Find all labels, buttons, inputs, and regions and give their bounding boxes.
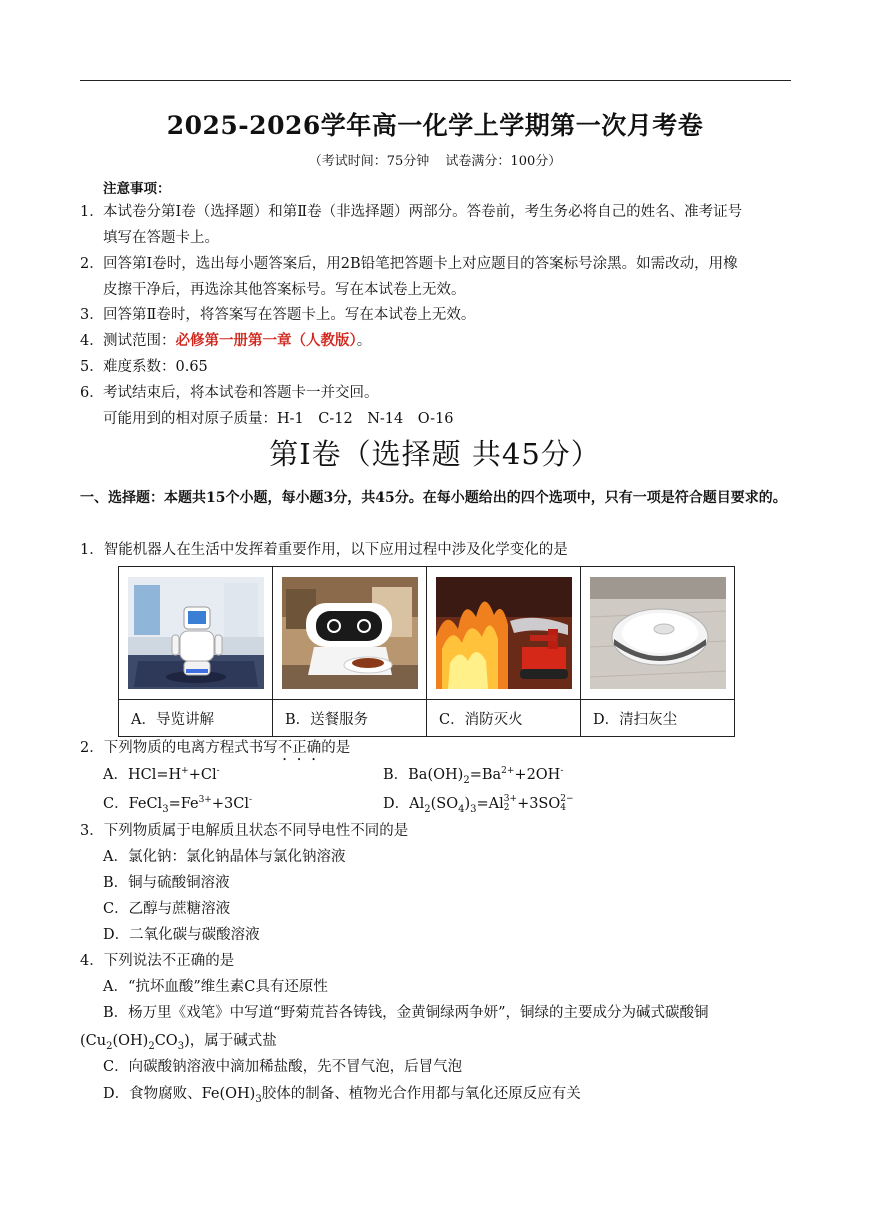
q4-option-a: A．“抗坏血酸”维生素C具有还原性 — [103, 979, 328, 995]
q3-option-b: B．铜与硫酸铜溶液 — [103, 875, 230, 891]
q1-image-c — [427, 567, 581, 700]
q2-option-d: D．$Al_2(SO_4)_3=Al3+$ 2 +3SO2− 4 — [383, 794, 574, 815]
test-scope: 必修第一册第一章（人教版） — [175, 332, 357, 349]
notice-item-1: 1．本试卷分第Ⅰ卷（选择题）和第Ⅱ卷（非选择题）两部分。答卷前，考生务必将自己的姓名、准考证号 — [80, 204, 743, 220]
q1-image-d — [581, 567, 735, 700]
q1-stem: 1．智能机器人在生活中发挥着重要作用，以下应用过程中涉及化学变化的是 — [80, 542, 568, 558]
q3-stem: 3．下列物质属于电解质且状态不同导电性不同的是 — [80, 823, 409, 839]
notice-item-2-cont: 皮擦干净后，再选涂其他答案标号。写在本试卷上无效。 — [103, 282, 466, 298]
part1-instructions: 一、选择题：本题共15个小题，每小题3分，共45分。在每小题给出的四个选项中，只有一项是符合题目要求的。 — [80, 490, 787, 506]
notice-item-4: 4．测试范围：必修第一册第一章（人教版）。 — [80, 332, 372, 349]
notice-item-3: 3．回答第Ⅱ卷时，将答案写在答题卡上。写在本试卷上无效。 — [80, 307, 476, 323]
q3-option-d: D．二氧化碳与碳酸溶液 — [103, 927, 260, 943]
exam-subtitle — [0, 150, 870, 169]
notice-item-1-cont: 填写在答题卡上。 — [103, 230, 219, 246]
exam-title: 2025-2026学年高一化学上学期第一次月考卷 — [166, 111, 704, 140]
q3-option-a: A．氯化钠：氯化钠晶体与氯化钠溶液 — [103, 849, 346, 865]
q3-option-c: C．乙醇与蔗糖溶液 — [103, 901, 231, 917]
exam-time: （考试时间：75分钟 — [308, 154, 430, 169]
q4-option-c: C．向碳酸钠溶液中滴加稀盐酸，先不冒气泡，后冒气泡 — [103, 1059, 463, 1075]
atomic-mass-note: 可能用到的相对原子质量：H-1 C-12 N-14 O-16 — [103, 411, 454, 427]
q4-option-b-cont: $(Cu_2(OH)_2CO_3)$，属于碱式盐 — [80, 1033, 277, 1052]
q2-option-c: C．$FeCl_3=Fe^{3+}+3Cl^-$ — [103, 795, 252, 815]
notice-heading: 注意事项： — [103, 181, 171, 197]
q4-option-b: B．杨万里《戏笔》中写道“野菊荒苔各铸钱，金黄铜绿两争妍”，铜绿的主要成分为碱式碳酸铜 — [103, 1005, 709, 1021]
q1-option-b: B．送餐服务 — [273, 700, 427, 737]
q4-stem: 4．下列说法不正确的是 — [80, 953, 235, 969]
guide-robot-image — [128, 577, 264, 689]
vacuum-robot-image — [590, 577, 726, 689]
q1-option-c: C．消防灭火 — [427, 700, 581, 737]
full-score: 试卷满分：100分） — [445, 154, 562, 169]
q1-options-table — [118, 566, 735, 737]
q2-stem: 2．下列物质的电离方程式书写不正确的是 — [80, 740, 351, 756]
notice-item-2: 2．回答第Ⅰ卷时，选出每小题答案后，用2B铅笔把答题卡上对应题目的答案标号涂黑。如需改动，用橡 — [80, 256, 738, 272]
top-rule — [80, 80, 791, 81]
q1-image-a — [119, 567, 273, 700]
notice-item-5: 5．难度系数：0.65 — [80, 359, 208, 375]
delivery-robot-image — [282, 577, 418, 689]
q2-emphasis: 不正确 — [277, 740, 322, 756]
q4-option-d: D．食物腐败、$Fe(OH)_3$胶体的制备、植物光合作用都与氧化还原反应有关 — [103, 1086, 581, 1105]
q2-option-a: A．HCl=H++Cl- — [103, 766, 220, 783]
q2-option-b: B．$Ba(OH)_2=Ba^{2+}+2OH^-$ — [383, 766, 564, 786]
firefighting-robot-image — [436, 577, 572, 689]
notice-item-6: 6．考试结束后，将本试卷和答题卡一并交回。 — [80, 385, 379, 401]
q1-option-d: D．清扫灰尘 — [581, 700, 735, 737]
q1-option-a: A．导览讲解 — [119, 700, 273, 737]
q1-image-b — [273, 567, 427, 700]
part1-title: 第Ⅰ卷（选择题 共45分） — [269, 437, 601, 471]
